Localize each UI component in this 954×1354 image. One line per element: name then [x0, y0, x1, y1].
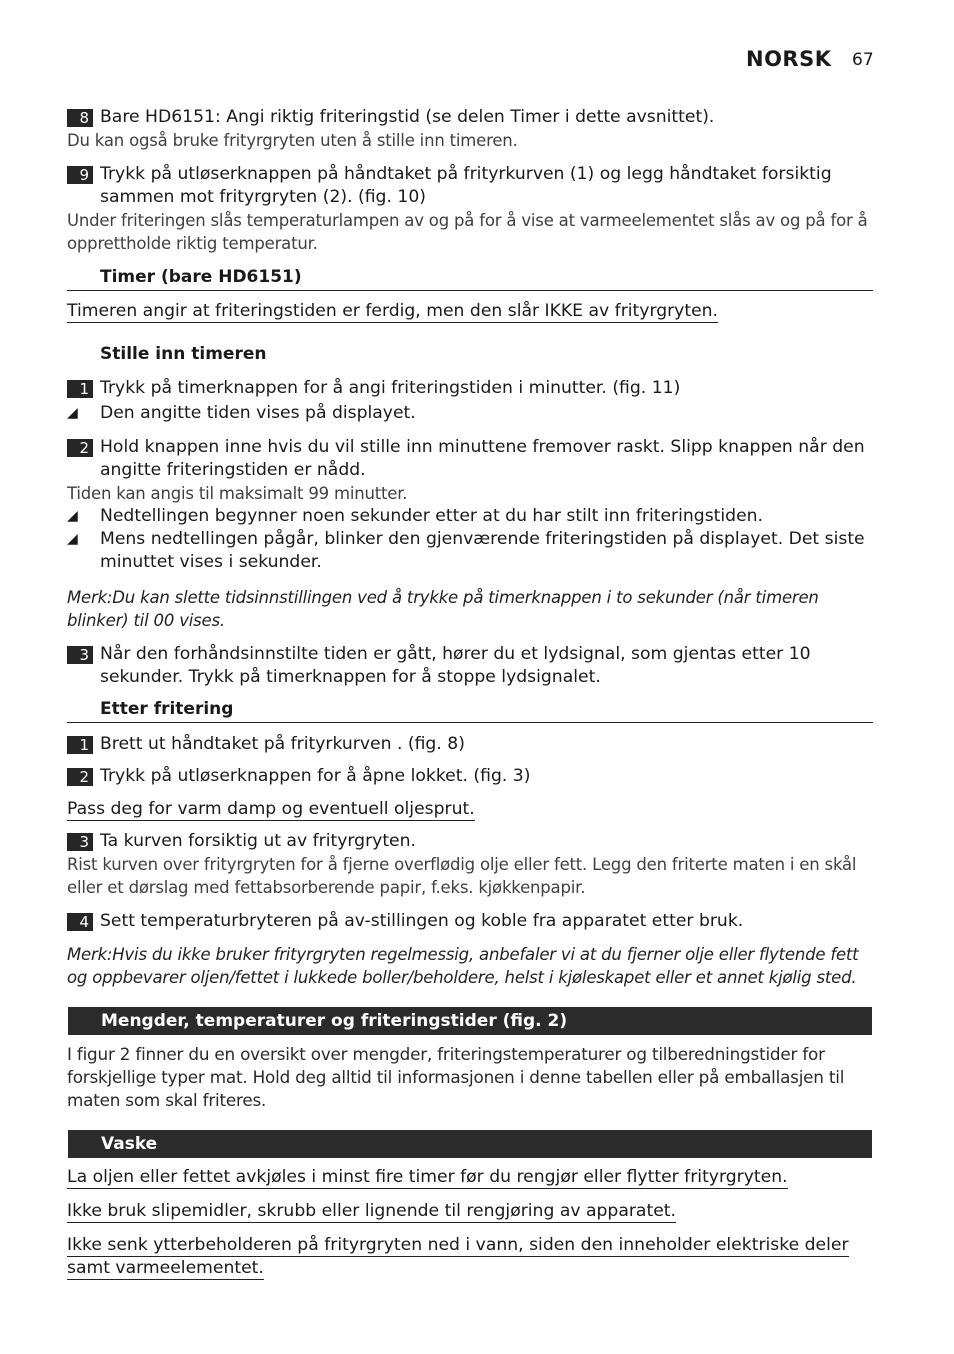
- body-paragraph: I figur 2 finner du en oversikt over mengder, friteringstemperaturer og tilberedningstider for forskjellige typer mat. Hold deg alltid til informasjonen i denne tabellen eller på emballasjen til maten som skal friteres.: [67, 1044, 845, 1110]
- note-merk: Merk:Hvis du ikke bruker frityrgryten regelmessig, anbefaler vi at du fjerner olje eller flytende fett og oppbevarer oljen/fettet i lukkede boller/beholdere, helst i kjøleskapet eller et annet kjølig sted.: [67, 945, 859, 987]
- page-language: NORSK: [746, 47, 832, 71]
- step-text: Når den forhåndsinnstilte tiden er gått, hører du et lydsignal, som gjentas etter 10 sekunder. Trykk på timerknappen for å stoppe lydsignalet.: [100, 644, 811, 687]
- bullet-triangle-icon: ◢: [67, 508, 78, 524]
- step-note: Du kan også bruke frityrgryten uten å stille inn timeren.: [67, 131, 518, 150]
- step-number: 3: [67, 833, 93, 851]
- bullet-item: ◢ Mens nedtellingen pågår, blinker den gjenværende friteringstiden på displayet. Det siste minuttet vises i sekunder.: [67, 529, 865, 572]
- step-number: 9: [67, 166, 93, 184]
- warning-text: Ikke bruk slipemidler, skrubb eller lignende til rengjøring av apparatet.: [67, 1201, 676, 1221]
- step-text: Hold knappen inne hvis du vil stille inn minuttene fremover raskt. Slipp knappen når den angitte friteringstiden er nådd.: [100, 437, 865, 480]
- section-heading-timer: Timer (bare HD6151): [67, 266, 873, 291]
- timer-step-3: [67, 643, 873, 689]
- warning-text: Pass deg for varm damp og eventuell oljesprut.: [67, 799, 475, 819]
- step-text: Ta kurven forsiktig ut av frityrgryten.: [100, 831, 416, 851]
- section-bar-cleaning: Vaske: [68, 1130, 872, 1158]
- step-text: Trykk på utløserknappen på håndtaket på frityrkurven (1) og legg håndtaket forsiktig sammen mot frityrgryten (2). (fig. 10): [100, 164, 832, 207]
- bullet-item: ◢ Nedtellingen begynner noen sekunder etter at du har stilt inn friteringstiden.: [67, 506, 764, 526]
- page-content: [67, 106, 873, 1280]
- step-text: Bare HD6151: Angi riktig friteringstid (se delen Timer i dette avsnittet).: [100, 107, 715, 127]
- bullet-triangle-icon: ◢: [67, 531, 78, 547]
- step-number: 1: [67, 736, 93, 754]
- step-number: 4: [67, 913, 93, 931]
- timer-step-1: [67, 377, 873, 400]
- step-number: 2: [67, 768, 93, 786]
- step-number: 1: [67, 380, 93, 398]
- step-note: Under friteringen slås temperaturlampen av og på for å vise at varmeelementet slås av og på for å opprettholde riktig temperatur.: [67, 211, 868, 253]
- page-number: 67: [852, 50, 874, 70]
- after-step-4: [67, 910, 873, 933]
- step-8: [67, 106, 873, 129]
- warning-text: Timeren angir at friteringstiden er ferdig, men den slår IKKE av frityrgryten.: [67, 301, 719, 321]
- warning-text: Ikke senk ytterbeholderen på frityrgryten ned i vann, siden den inneholder elektriske deler samt varmeelementet.: [67, 1235, 849, 1278]
- step-9: [67, 163, 873, 209]
- bullet-triangle-icon: ◢: [67, 405, 78, 421]
- step-number: 8: [67, 109, 93, 127]
- step-text: Sett temperaturbryteren på av-stillingen og koble fra apparatet etter bruk.: [100, 911, 744, 931]
- after-step-3: [67, 830, 873, 853]
- subheading-set-timer: Stille inn timeren: [100, 344, 267, 364]
- step-note: Tiden kan angis til maksimalt 99 minutter.: [67, 484, 408, 503]
- bullet-item: ◢ Den angitte tiden vises på displayet.: [67, 403, 416, 423]
- timer-step-2: [67, 436, 873, 482]
- note-merk: Merk:Du kan slette tidsinnstillingen ved å trykke på timerknappen i to sekunder (når timeren blinker) til 00 vises.: [67, 588, 819, 630]
- step-note: Rist kurven over frityrgryten for å fjerne overflødig olje eller fett. Legg den friterte maten i en skål eller et dørslag med fettabsorberende papir, f.eks. kjøkkenpapir.: [67, 855, 857, 897]
- step-text: Trykk på utløserknappen for å åpne lokket. (fig. 3): [100, 766, 531, 786]
- step-number: 2: [67, 439, 93, 457]
- warning-text: La oljen eller fettet avkjøles i minst fire timer før du rengjør eller flytter frityrgryten.: [67, 1167, 788, 1187]
- after-step-1: [67, 733, 873, 756]
- section-bar-amounts: Mengder, temperaturer og friteringstider (fig. 2): [68, 1007, 872, 1035]
- step-text: Brett ut håndtaket på frityrkurven . (fig. 8): [100, 734, 465, 754]
- step-text: Trykk på timerknappen for å angi friteringstiden i minutter. (fig. 11): [100, 378, 681, 398]
- after-step-2: [67, 765, 873, 788]
- step-number: 3: [67, 646, 93, 664]
- section-heading-after: Etter fritering: [67, 698, 873, 723]
